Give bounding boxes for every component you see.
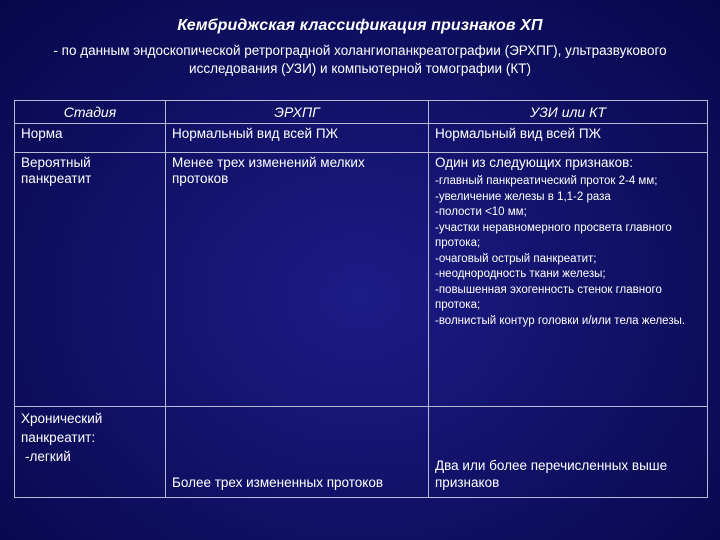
sign-item: -волнистый контур головки и/или тела железы. (435, 314, 686, 327)
table-row (15, 153, 708, 407)
cell-stage: Норма (15, 124, 166, 153)
cell-us-ct (429, 153, 708, 407)
sign-item: -главный панкреатический проток 2-4 мм; (435, 175, 658, 187)
header-stage: Стадия (15, 101, 166, 124)
table-row (15, 407, 708, 498)
sign-item: -неоднородность ткани железы; (435, 268, 606, 280)
sign-item: -полости <10 мм; (435, 206, 527, 218)
slide-subtitle: - по данным эндоскопической ретроградной холангиопанкреатографии (ЭРХПГ), ультразвукового исследования (УЗИ) и компьютерной томографии (КТ) (53, 43, 667, 76)
table-row (15, 124, 708, 153)
slide-title: Кембриджская классификация признаков ХП (177, 17, 543, 34)
signs-list (435, 174, 701, 329)
stage-chronic: Хронический панкреатит: (21, 411, 103, 445)
ercp-text: Более трех измененных протоков (172, 475, 384, 490)
stage-mild: -легкий (25, 449, 71, 464)
cell-us-ct (429, 407, 708, 498)
sign-item: -повышенная эхогенность стенок главного протока; (435, 283, 662, 311)
sign-item: -очаговый острый панкреатит; (435, 252, 597, 265)
sign-item: -увеличение железы в 1,1-2 раза (435, 190, 611, 203)
sign-item: -участки неравномерного просвета главного протока; (435, 221, 672, 249)
classification-table (14, 100, 708, 498)
header-us-ct: УЗИ или КТ (429, 101, 708, 124)
table-header-row (15, 101, 708, 124)
us-ct-text: Два или более перечисленных выше признаков (435, 458, 668, 490)
cell-ercp (166, 407, 429, 498)
cell-stage: Вероятный панкреатит (15, 153, 166, 407)
header-ercp: ЭРХПГ (166, 101, 429, 124)
cell-stage (15, 407, 166, 498)
cell-us-ct: Нормальный вид всей ПЖ (429, 124, 708, 153)
signs-intro: Один из следующих признаков: (435, 155, 634, 170)
cell-ercp: Менее трех изменений мелких протоков (166, 153, 429, 407)
cell-ercp: Нормальный вид всей ПЖ (166, 124, 429, 153)
